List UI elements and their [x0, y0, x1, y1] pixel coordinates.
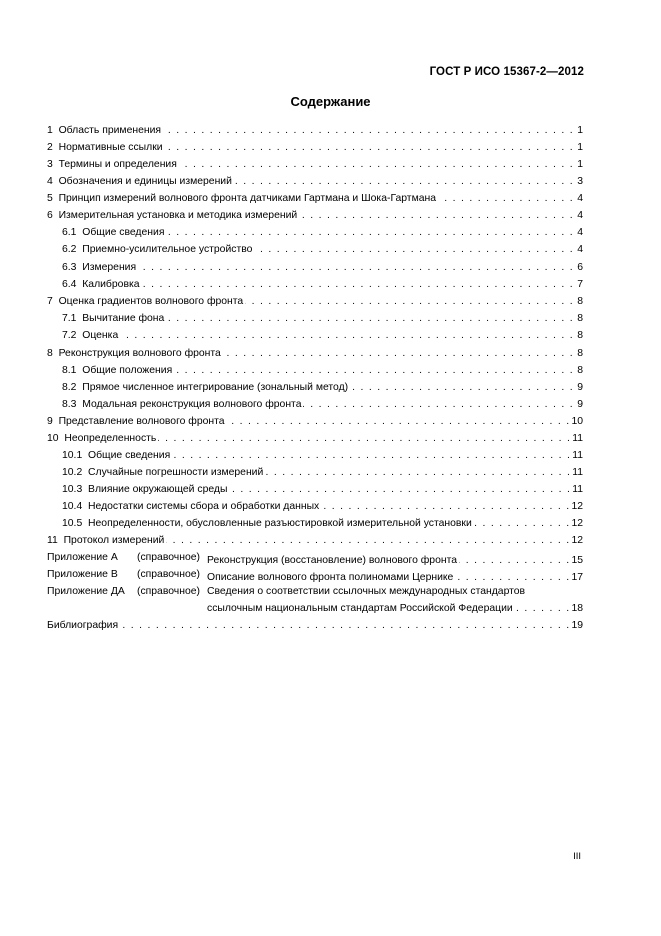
toc-subentry: 6.3 Измерения . . . 6 [62, 259, 583, 274]
page-title: Содержание [290, 94, 371, 109]
toc-entry: 1 Область применения . . . 1 [47, 122, 583, 137]
toc-subentry: 10.5 Неопределенности, обусловленные разъюстировкой измерительной установки . . . 12 [62, 515, 583, 530]
appendix-label: Приложение ДА [47, 586, 125, 597]
appendix-label: Приложение В [47, 569, 118, 580]
appendix-kind: (справочное) [137, 552, 200, 563]
toc-subentry: 8.2 Прямое численное интегрирование (зональный метод) . . . 9 [62, 379, 583, 394]
appendix-entry [47, 569, 583, 584]
toc-entry: 4 Обозначения и единицы измерений . . . 3 [47, 173, 583, 188]
toc-entry: 10 Неопределенность . . . 11 [47, 430, 583, 445]
toc-subentry: 6.1 Общие сведения . . . 4 [62, 224, 583, 239]
toc-subentry: 8.1 Общие положения . . . 8 [62, 362, 583, 377]
appendix-kind: (справочное) [137, 569, 200, 580]
toc-subentry: 10.3 Влияние окружающей среды . . . 11 [62, 481, 583, 496]
appendix-title: Сведения о соответствии ссылочных международных стандартов [207, 586, 526, 597]
toc-subentry: 6.2 Приемно-усилительное устройство . . . 4 [62, 241, 583, 256]
toc-subentry: 10.1 Общие сведения . . . 11 [62, 447, 583, 462]
toc-subentry: 6.4 Калибровка . . . 7 [62, 276, 583, 291]
toc-subentry: 7.2 Оценка . . . 8 [62, 327, 583, 342]
appendix-entry [47, 552, 583, 567]
appendix-page: 17 [571, 572, 583, 583]
appendix-title: Описание волнового фронта полиномами Цернике [207, 572, 454, 583]
page-number: III [573, 851, 581, 862]
toc-subentry: 7.1 Вычитание фона . . . 8 [62, 310, 583, 325]
toc-entry: 5 Принцип измерений волнового фронта датчиками Гартмана и Шока-Гартмана . . . 4 [47, 190, 583, 205]
appendix-entry [47, 586, 583, 616]
appendix-label: Приложение А [47, 552, 118, 563]
toc-entry: 9 Представление волнового фронта . . . 10 [47, 413, 583, 428]
toc-entry: 6 Измерительная установка и методика измерений . . . 4 [47, 207, 583, 222]
appendix-kind: (справочное) [137, 586, 200, 597]
toc-entry: 7 Оценка градиентов волнового фронта . . . 8 [47, 293, 583, 308]
appendix-title: Реконструкция (восстановление) волнового фронта [207, 555, 458, 566]
appendix-page: 18 [571, 603, 583, 614]
toc-subentry: 10.2 Случайные погрешности измерений . . . 11 [62, 464, 583, 479]
document-id-header: ГОСТ Р ИСО 15367-2—2012 [429, 66, 584, 78]
appendix-title-continued: ссылочным национальным стандартам Российской Федерации [207, 603, 513, 614]
toc-entry: 2 Нормативные ссылки . . . 1 [47, 139, 583, 154]
toc-entry: 3 Термины и определения . . . 1 [47, 156, 583, 171]
appendix-page: 15 [571, 555, 583, 566]
toc-entry: 8 Реконструкция волнового фронта . . . 8 [47, 345, 583, 360]
bibliography-entry: Библиография . . . 19 [47, 617, 583, 632]
toc-subentry: 10.4 Недостатки системы сбора и обработки данных . . . 12 [62, 498, 583, 513]
toc-subentry: 8.3 Модальная реконструкция волнового фронта . . . 9 [62, 396, 583, 411]
toc-entry: 11 Протокол измерений . . . 12 [47, 532, 583, 547]
